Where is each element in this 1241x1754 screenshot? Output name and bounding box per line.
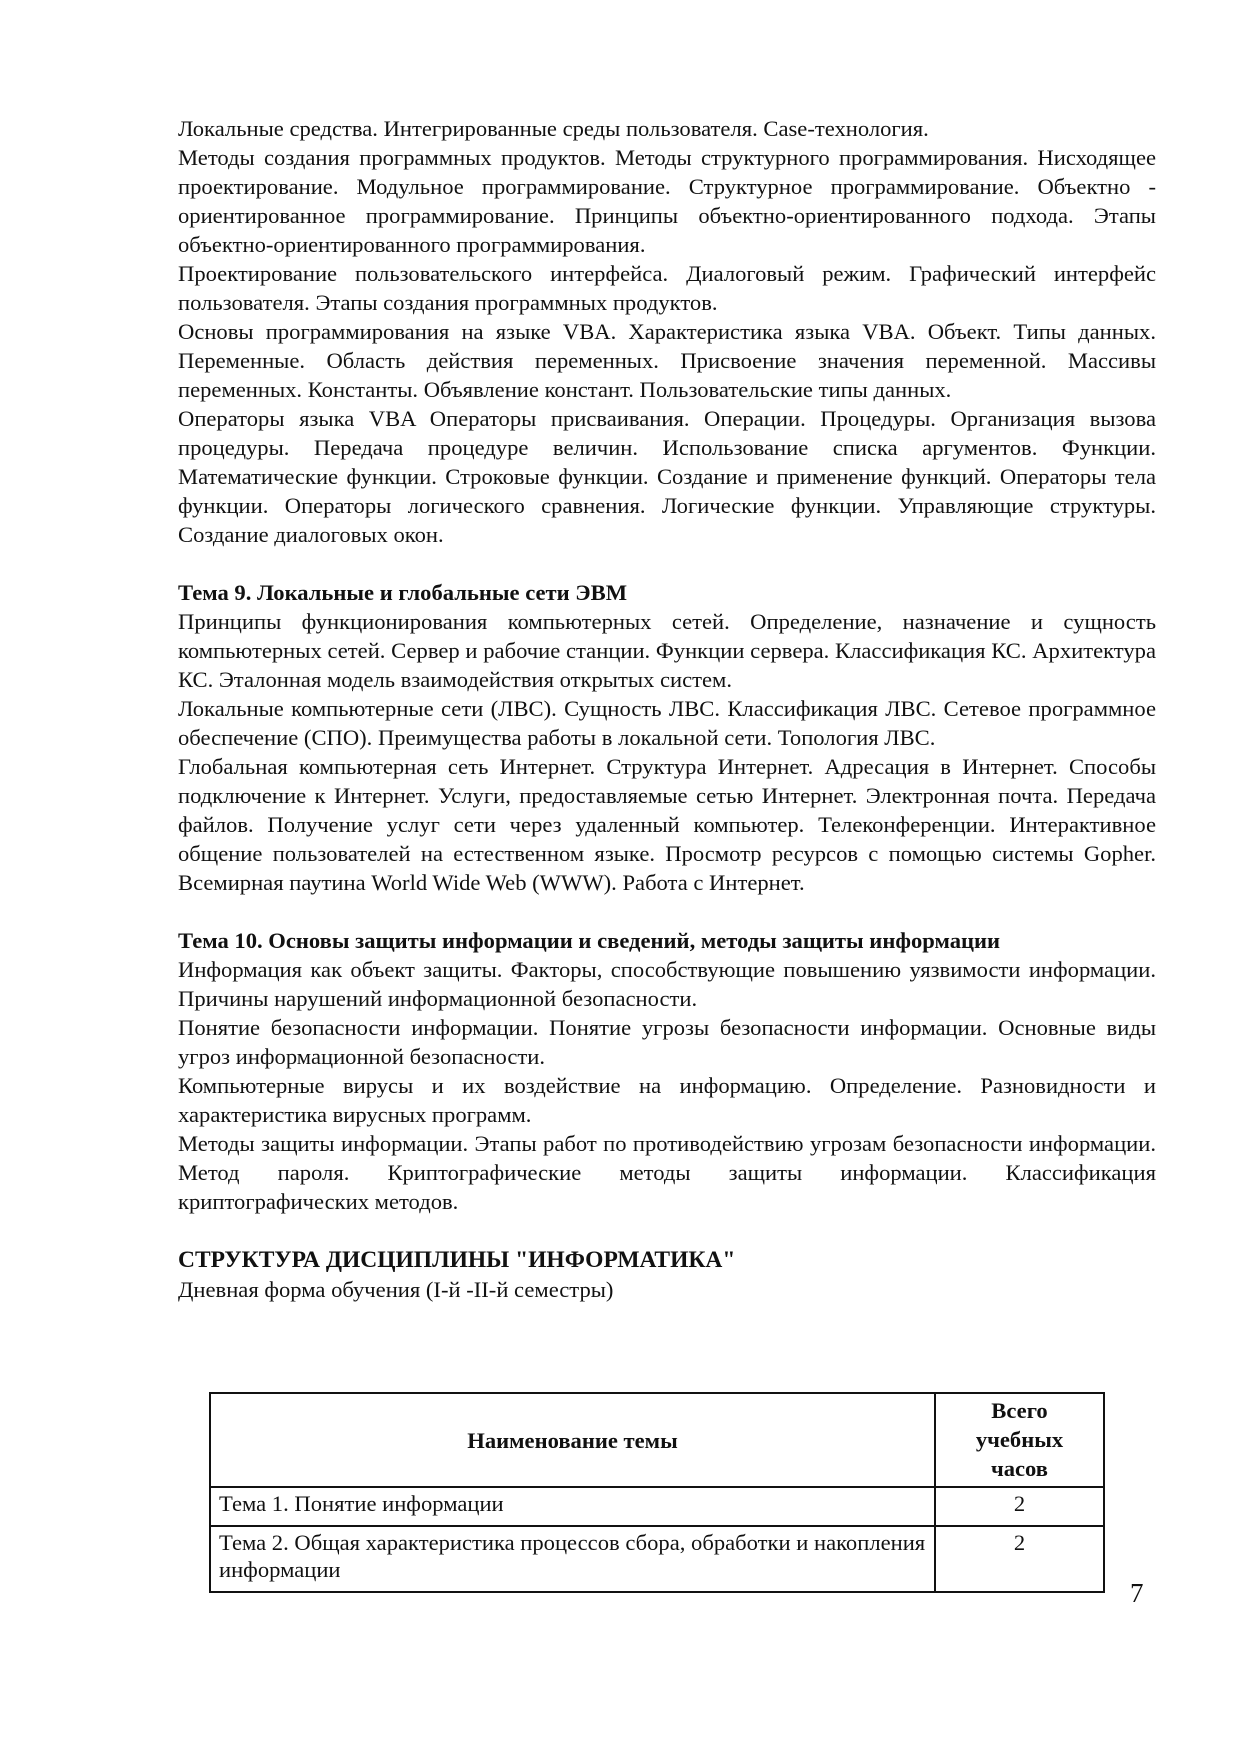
intro-paragraph-5: Операторы языка VBA Операторы присваивания. Операции. Процедуры. Организация вызова процедуры. Передача процедуре величин. Использование списка аргументов. Функции. Математические функции. Строковые функции. Создание и применение функций. Операторы тела функции. Операторы логического сравнения. Логические функции. Управляющие структуры. Создание диалоговых окон. [178, 406, 1156, 547]
header-hours-line: учебных [975, 1427, 1064, 1452]
topic-9-paragraph-3: Глобальная компьютерная сеть Интернет. Структура Интернет. Адресация в Интернет. Способы подключение к Интернет. Услуги, предоставляемые сетью Интернет. Электронная почта. Передача файлов. Получение услуг сети через удаленный компьютер. Телеконференции. Интерактивное общение пользователей на естественном языке. Просмотр ресурсов с помощью системы Gopher. Всемирная паутина World Wide Web (WWW). Работа с Интернет. [178, 754, 1156, 895]
topic-10-heading: Тема 10. Основы защиты информации и сведений, методы защиты информации [178, 928, 1001, 953]
table-cell-hours: 2 [935, 1526, 1104, 1592]
structure-subtitle: Дневная форма обучения (I-й -II-й семестры) [178, 1277, 614, 1302]
structure-title: СТРУКТУРА ДИСЦИПЛИНЫ "ИНФОРМАТИКА" [178, 1247, 736, 1273]
topic-9-paragraph-2: Локальные компьютерные сети (ЛВС). Сущность ЛВС. Классификация ЛВС. Сетевое программное обеспечение (СПО). Преимущества работы в локальной сети. Топология ЛВС. [178, 696, 1156, 750]
intro-paragraph-2: Методы создания программных продуктов. Методы структурного программирования. Нисходящее проектирование. Модульное программирование. Структурное программирование. Объектно - ориентированное программирование. Принципы объектно-ориентированного подхода. Этапы объектно-ориентированного программирования. [178, 145, 1156, 257]
page-body [178, 114, 1156, 1304]
header-hours-line: часов [990, 1456, 1048, 1481]
table-cell-topic: Тема 1. Понятие информации [210, 1487, 935, 1526]
section-spacer [178, 897, 1156, 926]
header-topic-name: Наименование темы [210, 1393, 935, 1487]
topic-10-paragraph-1: Информация как объект защиты. Факторы, способствующие повышению уязвимости информации. Причины нарушений информационной безопасности. [178, 957, 1156, 1011]
page-number: 7 [1130, 1578, 1144, 1608]
table-header-row [210, 1393, 1104, 1487]
topic-10-paragraph-4: Методы защиты информации. Этапы работ по противодействию угрозам безопасности информации. Метод пароля. Криптографические методы защиты информации. Классификация криптографических методов. [178, 1131, 1156, 1214]
table-cell-hours: 2 [935, 1487, 1104, 1526]
structure-table-container [209, 1392, 1105, 1593]
section-spacer [178, 549, 1156, 578]
topic-10-paragraph-2: Понятие безопасности информации. Понятие угрозы безопасности информации. Основные виды угроз информационной безопасности. [178, 1015, 1156, 1069]
header-hours-line: Всего [991, 1398, 1048, 1423]
intro-paragraph-1: Локальные средства. Интегрированные среды пользователя. Case-технология. [178, 116, 929, 141]
topic-9-paragraph-1: Принципы функционирования компьютерных сетей. Определение, назначение и сущность компьютерных сетей. Сервер и рабочие станции. Функции сервера. Классификация КС. Архитектура КС. Эталонная модель взаимодействия открытых систем. [178, 609, 1156, 692]
table-row [210, 1526, 1104, 1592]
topic-9-heading: Тема 9. Локальные и глобальные сети ЭВМ [178, 580, 628, 605]
topic-10-paragraph-3: Компьютерные вирусы и их воздействие на информацию. Определение. Разновидности и характеристика вирусных программ. [178, 1073, 1156, 1127]
table-row [210, 1487, 1104, 1526]
structure-table [209, 1392, 1105, 1593]
header-total-hours [935, 1393, 1104, 1487]
table-cell-topic: Тема 2. Общая характеристика процессов сбора, обработки и накопления информации [210, 1526, 935, 1592]
section-spacer [178, 1216, 1156, 1245]
intro-paragraph-3: Проектирование пользовательского интерфейса. Диалоговый режим. Графический интерфейс пользователя. Этапы создания программных продуктов. [178, 261, 1156, 315]
intro-paragraph-4: Основы программирования на языке VBA. Характеристика языка VBA. Объект. Типы данных. Переменные. Область действия переменных. Присвоение значения переменной. Массивы переменных. Константы. Объявление констант. Пользовательские типы данных. [178, 319, 1156, 402]
